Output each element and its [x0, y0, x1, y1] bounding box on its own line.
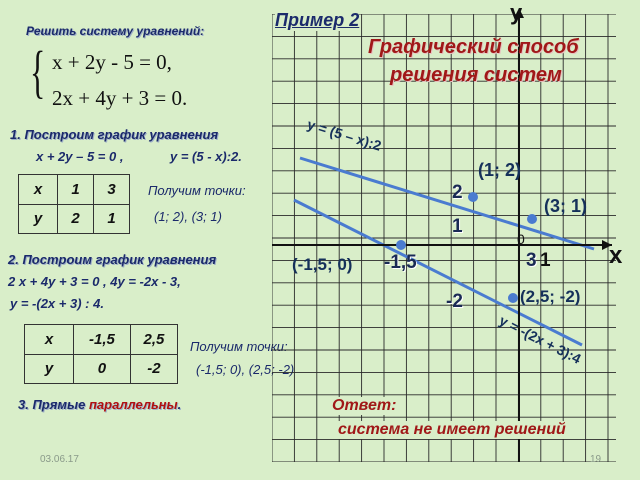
- axis-y-label: y: [510, 0, 523, 25]
- example-label: Пример 2: [275, 10, 360, 30]
- step3-prefix: 3. Прямые: [18, 397, 89, 412]
- answer-text: система не имеет решений: [338, 421, 566, 438]
- point-1-2: [468, 192, 478, 202]
- tick-label-m2: -2: [446, 291, 463, 312]
- step1-heading: 1. Построим график уравнения: [10, 127, 219, 142]
- answer-label: Ответ:: [332, 397, 397, 414]
- line-1-label: y = (5 – x):2: [305, 116, 384, 154]
- table-cell: 2: [58, 204, 94, 234]
- table-cell: 2,5: [130, 325, 177, 355]
- table-cell: -1,5: [74, 325, 131, 355]
- step3-highlight: параллельны: [88, 397, 178, 412]
- table-header-y: y: [25, 354, 74, 384]
- footer-date: 03.06.17: [40, 454, 79, 465]
- step2-equation: 2 x + 4y + 3 = 0 , 4y = -2x - 3,: [8, 274, 181, 289]
- step1-points: (1; 2), (3; 1): [154, 209, 222, 224]
- footer-page: 19: [590, 454, 602, 465]
- tick-label-1: 1: [452, 216, 463, 237]
- step2-points: (-1,5; 0), (2,5; -2): [196, 362, 295, 377]
- table-header-x: x: [19, 175, 58, 205]
- point-label-1-2: (1; 2): [478, 160, 522, 180]
- system-equation-2: 2x + 4y + 3 = 0.: [52, 86, 188, 110]
- step1-equation: x + 2y – 5 = 0 ,: [36, 149, 124, 164]
- tick-label-x1: 1: [540, 250, 551, 271]
- origin-label: 0: [517, 231, 525, 247]
- axis-x-label: x: [609, 242, 623, 269]
- point-3-1: [527, 214, 537, 224]
- step3-suffix: .: [177, 397, 182, 412]
- title-line-2: решения систем: [390, 64, 562, 86]
- table-cell: 1: [94, 204, 130, 234]
- title-line-1: Графический способ: [368, 36, 579, 58]
- system-equation-1: x + 2y - 5 = 0,: [52, 50, 172, 74]
- table-cell: 0: [74, 354, 131, 384]
- point-label-m15-0: (-1,5; 0): [292, 255, 353, 274]
- point-label-3-1: (3; 1): [544, 196, 588, 216]
- table-cell: 3: [94, 175, 130, 205]
- step1-points-label: Получим точки:: [148, 183, 246, 198]
- line-2-label: y = -(2x + 3):4: [496, 312, 584, 367]
- tick-label-m15: -1,5: [384, 252, 417, 273]
- step2-solved: y = -(2x + 3) : 4.: [10, 296, 104, 311]
- step2-heading: 2. Построим график уравнения: [8, 252, 217, 267]
- step1-solved: y = (5 - x):2.: [170, 149, 242, 164]
- point-label-25-m2: (2,5; -2): [520, 287, 581, 306]
- task-title: Решить систему уравнений:: [26, 24, 205, 38]
- point-m15-0: [396, 240, 406, 250]
- table-header-x: x: [25, 325, 74, 355]
- table-cell: -2: [130, 354, 177, 384]
- tick-label-2: 2: [452, 182, 463, 203]
- table-cell: 1: [58, 175, 94, 205]
- table-header-y: y: [19, 204, 58, 234]
- tick-label-3: 3: [526, 250, 537, 271]
- system-brace: {: [30, 39, 46, 104]
- step2-points-label: Получим точки:: [190, 339, 288, 354]
- point-25-m2: [508, 293, 518, 303]
